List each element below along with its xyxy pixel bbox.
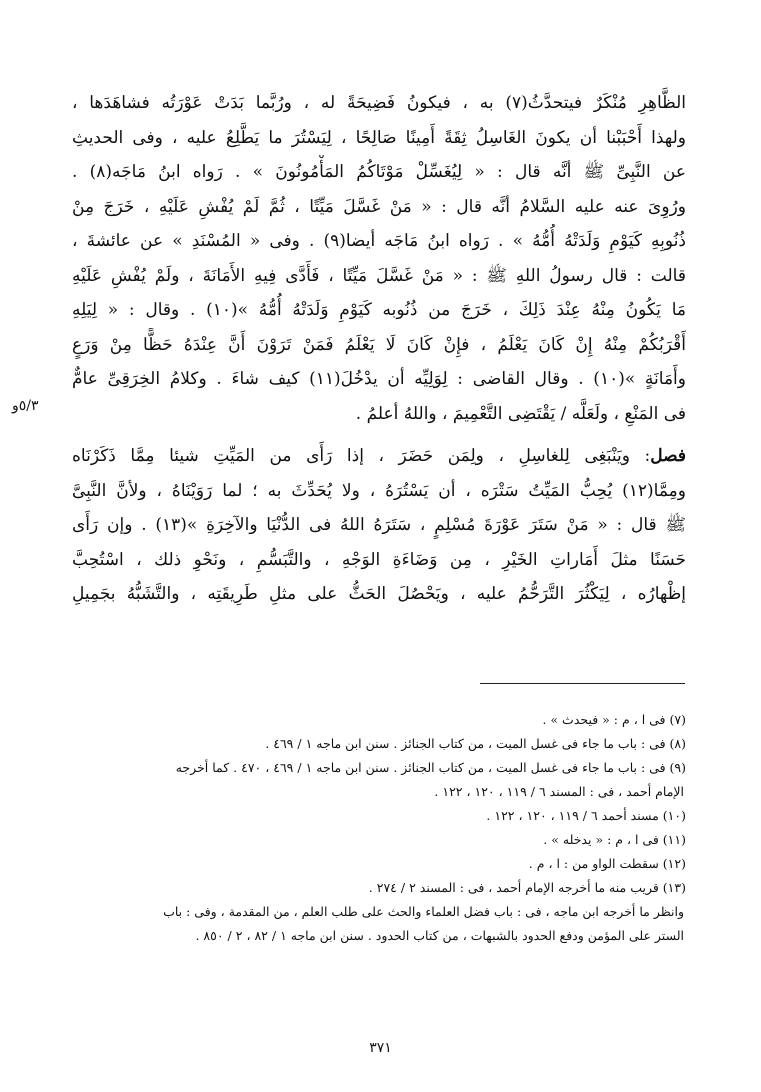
text-line: ومِمَّا(١٢) يُحِبُّ المَيِّتُ سَتْرَه ، أن يَسْتُرَهُ ، ولا يُحَدِّثَ به ؛ لما رَوَيْنَاهُ ، ولأنَّ النَّبِىَّ: [72, 480, 686, 501]
section-line-text: : ويَنْبَغِى لِلغاسِلِ ، ولِمَن حَضَرَ ، إذا رَأَى من المَيِّتِ شيئا مِمَّا ذَكَرْنَاه: [72, 446, 651, 466]
text-line: وأَمَانَةٍ »(١٠) . وقال القاضى : لِوَلِيِّه أن يدْخُلَ(١١) كيف شاءَ . وكلامُ الخِرَقِىِّ عامٌّ: [72, 369, 686, 389]
text-line: إظْهارُه ، لِيَكْثُرَ التَّرَحُّمُ عليه ، ويَحْصُلَ الحَثُّ على مثلِ طَرِيقَتِه ، والتَّشَبُّهُ بجَمِيلِ: [72, 584, 686, 604]
text-line: مَا يَكُونُ مِنْهُ عِنْدَ ذَلِكَ ، خَرَجَ من ذُنُوبه كَيَوْمِ وَلَدَتْهُ أُمُّهُ »(١٠) . وقال : « لِيَلِهِ: [72, 300, 686, 320]
main-text: [72, 86, 686, 612]
page-number: ٣٧١: [369, 1040, 392, 1056]
text-line: الظَّاهِرِ مُنْكَرٌ فيتحدَّثُ(٧) به ، فيكونُ فَضِيحَةً له ، ورُبَّما بَدَتْ عَوْرَتُه فشاهَدَها ،: [72, 93, 686, 113]
text-line: أَقْرَبُكُمْ مِنْهُ إِنْ كَانَ يَعْلَمُ ، فإِنْ كَانَ لَا يَعْلَمُ فَمَنْ تَرَوْنَ أَنَّ عِنْدَهُ حَظًّا مِنْ وَرَعٍ: [72, 334, 686, 355]
paragraph-gap: [72, 431, 686, 439]
text-line: ولهذا أَحْبَبْنا أن يكونَ الغَاسِلُ ثِقَةً أَمِينًا صَالِحًا ، لِيَسْتُرَ ما يَطَّلِعُ عليه ، وفى الحديثِ: [72, 127, 686, 148]
footnote-continuation: الستر على المؤمن ودفع الحدود بالشبهات ، من كتاب الحدود . سنن ابن ماجه ١ / ٨٢ ، ٢ / ٨٥٠ .: [195, 928, 684, 943]
section-first-line: [72, 439, 686, 474]
text-line: فى المَنْعِ ، ولَعَلَّه / يَقْتَضِى التَّعْمِيمَ ، واللهُ أعلمُ .: [355, 403, 686, 424]
footnote: (٩) فى : باب ما جاء فى غسل الميت ، من كتاب الجنائز . سنن ابن ماجه ١ / ٤٦٩ ، ٤٧٠ . كما أخرجه: [175, 760, 686, 775]
footnote-continuation: الإمام أحمد ، فى : المسند ٦ / ١١٩ ، ١٢٠ ، ١٢٢ .: [434, 784, 684, 799]
footnote: (١١) فى ا ، م : « يدخله » .: [543, 832, 686, 847]
footnote: (٧) فى ا ، م : « فيحدث » .: [542, 712, 686, 727]
text-line: قالت : قال رسولُ اللهِ ﷺ : « مَنْ غَسَّلَ مَيِّتًا ، فَأَدَّى فِيهِ الأَمَانَةَ ، ولَمْ يُفْشِ عَلَيْهِ: [72, 265, 686, 286]
text-line: ذُنُوبِهِ كَيَوْمِ وَلَدَتْهُ أُمُّهُ » . رَواه ابنُ مَاجَه أيضا(٩) . وفى « المُسْنَدِ » عن عائشةَ ،: [72, 231, 686, 251]
text-line: حَسَنًا مثلَ أَمَاراتِ الخَيْرِ ، مِن وَضَاءَةِ الوَجْهِ ، والتَّبَسُّمِ ، ونَحْوِ ذلك ، اسْتُحِبَّ: [72, 549, 686, 570]
text-line: ﷺ قال : « مَنْ سَتَرَ عَوْرَةَ مُسْلِمٍ ، سَتَرَهُ اللهُ فى الدُّنْيَا والآخِرَةِ »(١٣) . وإن رَأَى: [72, 515, 686, 535]
text-line: ورُوِىَ عنه عليه السَّلامُ أنَّه قال : « مَنْ غَسَّلَ مَيِّتًا ، ثُمَّ لَمْ يُفْشِ عَلَيْهِ ، خَرَجَ مِنْ: [72, 196, 686, 217]
footnote: (١٣) قريب منه ما أخرجه الإمام أحمد ، فى : المسند ٢ / ٢٧٤ .: [368, 880, 686, 895]
footnote: (١٢) سقطت الواو من : ا ، م .: [528, 856, 686, 871]
footnote: (١٠) مسند أحمد ٦ / ١١٩ ، ١٢٠ ، ١٢٢ .: [486, 808, 686, 823]
section-heading: فصل: [650, 446, 686, 466]
footnote-continuation: وانظر ما أخرجه ابن ماجه ، فى : باب فضل العلماء والحث على طلب العلم ، من المقدمة ، وفى : باب: [163, 904, 684, 919]
footnote: (٨) فى : باب ما جاء فى غسل الميت ، من كتاب الجنائز . سنن ابن ماجه ١ / ٤٦٩ .: [265, 736, 686, 751]
footnotes: [60, 708, 686, 948]
footnote-separator: [480, 683, 685, 684]
text-line: عن النَّبِىِّ ﷺ أنَّه قال : « لِيُغَسِّلْ مَوْتَاكُمُ المَأْمُونُونَ » . رَواه ابنُ مَاجَه(٨) .: [72, 162, 686, 182]
margin-folio-note: ٥/٣و: [12, 398, 39, 414]
